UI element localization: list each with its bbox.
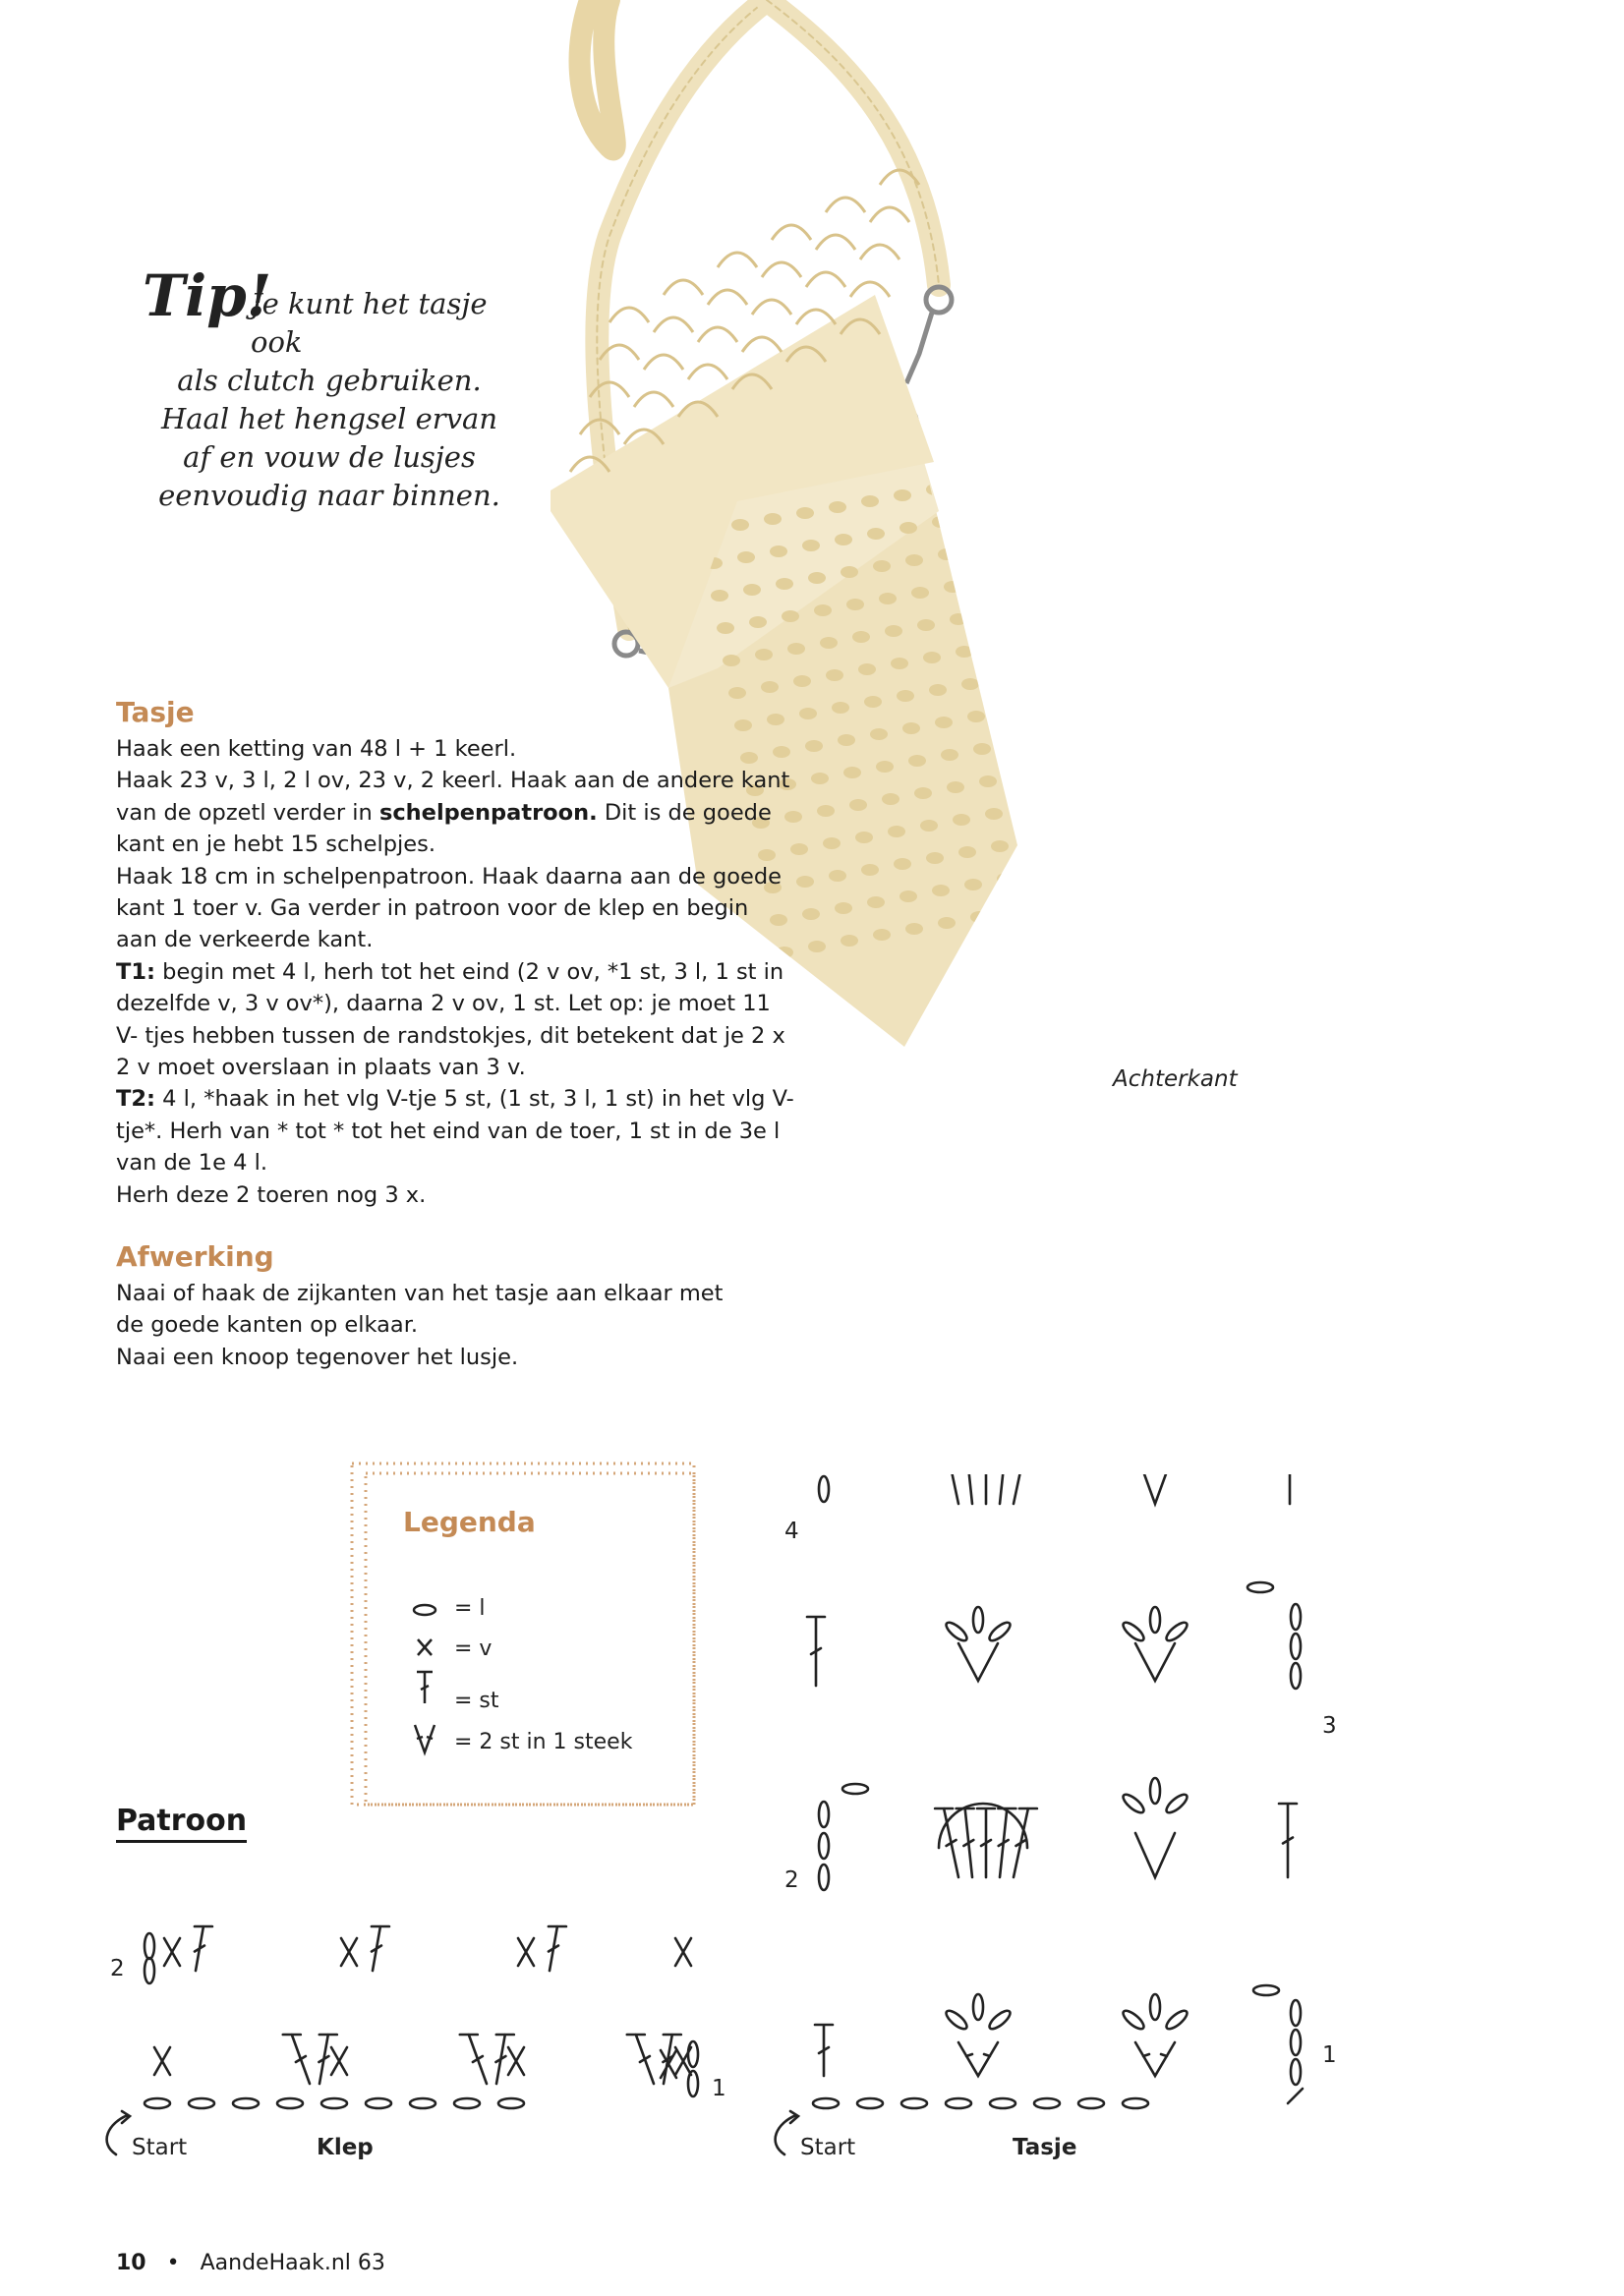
- chain-symbol: [1078, 2098, 1104, 2108]
- shell-stitch: [905, 923, 923, 935]
- lace-stitch: [644, 355, 683, 370]
- klep-row-label: 1: [712, 2076, 726, 2101]
- crochet-charts: [0, 1474, 1624, 2182]
- shell-stitch: [731, 519, 749, 531]
- shell-stitch: [717, 622, 734, 634]
- chain-symbol: [366, 2098, 391, 2108]
- lace-stitch: [772, 225, 811, 240]
- chain-symbol: [987, 2008, 1013, 2032]
- lace-stitch: [688, 365, 727, 379]
- lace-stitch: [860, 245, 899, 259]
- chain-symbol: [1034, 2098, 1060, 2108]
- chain-symbol: [688, 2071, 698, 2096]
- tasje-instructions: [116, 733, 794, 1211]
- tasje-row-label: 1: [1322, 2042, 1337, 2068]
- lace-stitch: [826, 198, 865, 212]
- single-crochet-symbol: [154, 2047, 170, 2075]
- chain-symbol: [1164, 1620, 1189, 1643]
- tip-block: [133, 262, 526, 515]
- chain-symbol: [145, 2098, 170, 2108]
- chain-symbol: [1291, 2030, 1301, 2055]
- shell-stitch: [905, 554, 923, 566]
- tip-line: af en vouw de lusjes: [183, 440, 476, 474]
- shell-stitch: [1029, 867, 1047, 879]
- shell-stitch: [855, 832, 873, 843]
- tip-line: Haal het hengsel ervan: [160, 402, 498, 435]
- shell-stitch: [944, 581, 961, 593]
- tasje-row-label: 4: [784, 1519, 799, 1544]
- chain-symbol: [1150, 1994, 1160, 2020]
- shell-stitch: [941, 749, 958, 761]
- shell-stitch: [802, 908, 820, 920]
- page-footer: [116, 2251, 385, 2275]
- chain-symbol: [688, 2041, 698, 2067]
- tasje-row-label: 2: [784, 1867, 799, 1893]
- shell-stitch: [964, 879, 982, 890]
- footer-separator: •: [166, 2251, 180, 2275]
- magazine-name: AandeHaak.nl 63: [200, 2251, 385, 2275]
- shell-stitch: [858, 663, 876, 675]
- tip-line: eenvoudig naar binnen.: [158, 479, 500, 512]
- row-label: T1:: [116, 958, 156, 985]
- shell-stitch: [823, 837, 841, 849]
- chain-symbol: [1164, 2008, 1189, 2032]
- bold-term: schelpenpatroon.: [378, 799, 598, 826]
- two-dc-in-one-symbol: [1135, 1643, 1175, 1681]
- shell-stitch: [796, 876, 814, 888]
- shell-stitch: [882, 793, 899, 805]
- shell-stitch: [911, 587, 929, 599]
- shell-stitch: [947, 781, 964, 793]
- double-crochet-symbol: [283, 2035, 310, 2084]
- paragraph: T1: begin met 4 l, herh tot het eind (2 v ov, *1 st, 3 l, 1 st in dezelfde v, 3 v ov*), daarna 2 v ov, 1 st. Let op: je moet 11 V- tjes hebben tussen de randstokjes, dit betekent dat je 2 x 2 v moet overslaan in plaats van 3 v.: [116, 958, 785, 1081]
- tasje-row-label: 3: [1322, 1713, 1337, 1739]
- shell-stitch: [926, 484, 944, 495]
- chain-symbol: [973, 1607, 983, 1633]
- shell-stitch: [926, 852, 944, 864]
- shell-stitch: [838, 734, 855, 746]
- chain-symbol: [901, 2098, 927, 2108]
- shell-stitch: [956, 646, 973, 658]
- klep-row-label: 2: [110, 1956, 125, 1981]
- chain-symbol: [1288, 2089, 1303, 2103]
- double-crochet-symbol: [1281, 1474, 1299, 1504]
- row-label: T2:: [116, 1086, 156, 1113]
- shell-stitch: [973, 743, 991, 755]
- shell-stitch: [873, 929, 891, 941]
- shell-stitch: [879, 593, 897, 604]
- klep-chart-title: Klep: [317, 2135, 374, 2160]
- chain-symbol: [189, 2098, 214, 2108]
- shell-stitch: [734, 719, 752, 731]
- paragraph: Haak 18 cm in schelpenpatroon. Haak daarna aan de goede kant 1 toer v. Ga verder in patroon voor de klep en begin aan de verkeerde kant.: [116, 863, 783, 953]
- chain-symbol: [1121, 1792, 1146, 1815]
- shell-stitch: [849, 799, 867, 811]
- shell-stitch: [728, 687, 746, 699]
- shell-stitch: [841, 566, 858, 578]
- chain-symbol: [1291, 1604, 1301, 1630]
- shell-stitch: [770, 545, 787, 557]
- shell-stitch: [843, 767, 861, 778]
- chain-symbol: [819, 1833, 829, 1859]
- shell-stitch: [894, 858, 911, 870]
- shell-stitch: [861, 864, 879, 876]
- shell-stitch: [711, 590, 728, 602]
- shell-stitch: [920, 820, 938, 832]
- shell-stitch: [950, 613, 967, 625]
- chain-symbol: [233, 2098, 259, 2108]
- shell-stitch: [814, 604, 832, 616]
- chain-symbol: [1123, 2098, 1148, 2108]
- single-crochet-symbol: [164, 1938, 180, 1966]
- shell-stitch: [832, 702, 849, 714]
- shell-stitch: [805, 740, 823, 752]
- legend-item: = l: [454, 1596, 486, 1621]
- paragraph: Haak 23 v, 3 l, 2 l ov, 23 v, 2 keerl. Haak aan de andere kant van de opzetl verder in schelpenpatroon. Dit is de goede kant en je hebt 15 schelpjes.: [116, 768, 790, 858]
- klep-start-label: Start: [132, 2135, 188, 2160]
- shell-stitch: [829, 870, 846, 882]
- shell-stitch: [991, 840, 1009, 852]
- shell-stitch: [861, 495, 879, 507]
- shell-stitch: [985, 808, 1003, 820]
- shell-stitch: [846, 599, 864, 610]
- single-crochet-symbol: [331, 2047, 347, 2075]
- chain-symbol: [1150, 1607, 1160, 1633]
- shell-stitch: [737, 551, 755, 563]
- shell-stitch: [958, 478, 976, 489]
- tip-line: als clutch gebruiken.: [177, 364, 482, 397]
- shell-stitch: [764, 513, 782, 525]
- shell-stitch: [970, 911, 988, 923]
- chain-symbol: [410, 2098, 435, 2108]
- shell-stitch: [967, 711, 985, 722]
- shell-stitch: [1000, 705, 1017, 717]
- double-crochet-symbol: [934, 1474, 958, 1504]
- shell-stitch: [808, 941, 826, 952]
- start-arrow-icon: [107, 2111, 130, 2154]
- shell-stitch: [970, 543, 988, 554]
- shell-stitch: [829, 501, 846, 513]
- lace-stitch: [762, 262, 801, 277]
- shell-stitch: [761, 681, 779, 693]
- chain-symbol: [277, 2098, 303, 2108]
- afwerking-instructions: [116, 1278, 755, 1373]
- start-arrow-icon: [776, 2111, 798, 2154]
- paragraph: Herh deze 2 toeren nog 3 x.: [116, 1181, 427, 1208]
- chain-symbol: [1291, 1663, 1301, 1689]
- legend-title: Legenda: [403, 1506, 536, 1538]
- lace-stitch: [742, 337, 782, 352]
- shell-stitch: [982, 607, 1000, 619]
- double-crochet-symbol: [977, 1474, 995, 1504]
- chain-symbol: [1291, 2000, 1301, 2026]
- chain-symbol: [1291, 2059, 1301, 2085]
- tip-word: Tip!: [143, 262, 272, 329]
- shell-stitch: [976, 575, 994, 587]
- shell-stitch: [961, 678, 979, 690]
- shell-stitch: [826, 669, 843, 681]
- photo-caption: Achterkant: [1113, 1066, 1238, 1092]
- lace-stitch: [752, 300, 791, 315]
- shell-stitch: [867, 528, 885, 540]
- chain-symbol: [990, 2098, 1015, 2108]
- shell-stitch: [767, 714, 784, 725]
- single-crochet-symbol: [508, 2047, 524, 2075]
- shell-stitch: [894, 489, 911, 501]
- chain-symbol: [1253, 1985, 1279, 1995]
- shell-stitch: [1003, 905, 1020, 917]
- shell-stitch: [723, 655, 740, 666]
- shell-stitch: [864, 696, 882, 708]
- legend-item: = st: [454, 1689, 499, 1713]
- shell-stitch: [997, 873, 1015, 885]
- legend-item: = v: [454, 1636, 493, 1661]
- shell-stitch: [1012, 770, 1029, 781]
- shell-stitch: [914, 787, 932, 799]
- patroon-heading: Patroon: [116, 1804, 247, 1843]
- chain-symbol: [944, 2008, 969, 2032]
- chain-symbol: [1164, 1792, 1189, 1815]
- shell-stitch: [917, 619, 935, 631]
- double-crochet-symbol: [319, 2035, 336, 2084]
- shell-stitch: [1035, 899, 1053, 911]
- double-crochet-symbol: [807, 1617, 825, 1686]
- chain-symbol: [819, 1476, 829, 1502]
- chain-symbol: [145, 1933, 154, 1959]
- shell-stitch: [782, 610, 799, 622]
- paragraph: T2: 4 l, *haak in het vlg V-tje 5 st, (1 st, 3 l, 1 st) in het vlg V-tje*. Herh van * tot * tot het eind van de toer, 1 st in de 3e l van de 1e 4 l.: [116, 1086, 794, 1177]
- double-crochet-symbol: [815, 2025, 833, 2076]
- afwerking-heading: Afwerking: [116, 1240, 274, 1273]
- shell-stitch: [867, 896, 885, 908]
- chain-symbol: [813, 2098, 839, 2108]
- shell-stitch: [899, 522, 917, 534]
- shell-stitch: [796, 507, 814, 519]
- shell-stitch: [932, 516, 950, 528]
- shell-stitch: [888, 826, 905, 837]
- chain-symbol: [819, 1865, 829, 1890]
- single-crochet-symbol: [518, 1938, 534, 1966]
- double-crochet-symbol: [460, 2035, 487, 2084]
- single-crochet-symbol: [341, 1938, 357, 1966]
- two-dc-in-one-symbol: [1135, 2042, 1175, 2076]
- double-crochet-symbol: [372, 1926, 389, 1971]
- double-crochet-symbol: [627, 2035, 654, 2084]
- double-crochet-symbol: [495, 2035, 513, 2084]
- shell-stitch: [755, 649, 773, 660]
- lace-stitch: [609, 308, 649, 322]
- tip-line: Je kunt het tasje ook: [251, 287, 488, 359]
- shell-stitch: [908, 755, 926, 767]
- shell-stitch: [929, 684, 947, 696]
- shell-stitch: [938, 917, 956, 929]
- chain-symbol: [498, 2098, 524, 2108]
- chain-symbol: [321, 2098, 347, 2108]
- chain-symbol: [145, 1958, 154, 1983]
- double-crochet-symbol: [998, 1808, 1015, 1877]
- chain-symbol: [1247, 1582, 1273, 1592]
- lace-stitch: [718, 253, 757, 267]
- two-dc-in-one-symbol: [1135, 1833, 1175, 1877]
- shell-stitch: [899, 890, 917, 902]
- shell-stitch: [953, 814, 970, 826]
- shell-stitch: [743, 584, 761, 596]
- chain-symbol: [819, 1802, 829, 1827]
- shell-stitch: [817, 805, 835, 817]
- double-crochet-symbol: [1014, 1474, 1038, 1504]
- shell-stitch: [938, 548, 956, 560]
- shell-stitch: [994, 672, 1012, 684]
- tasje-start-label: Start: [800, 2135, 856, 2160]
- double-crochet-symbol: [977, 1808, 995, 1877]
- lace-stitch: [634, 392, 673, 407]
- lace-stitch: [850, 282, 890, 297]
- lace-stitch: [664, 280, 703, 295]
- shell-stitch: [932, 885, 950, 896]
- shell-stitch: [1023, 834, 1041, 846]
- shell-stitch: [885, 625, 902, 637]
- shell-stitch: [820, 637, 838, 649]
- double-crochet-symbol: [1279, 1804, 1297, 1877]
- shell-stitch: [988, 640, 1006, 652]
- lace-stitch: [654, 317, 693, 332]
- shell-stitch: [802, 540, 820, 551]
- single-crochet-symbol: [675, 1938, 691, 1966]
- shell-stitch: [964, 510, 982, 522]
- chain-symbol: [946, 2098, 971, 2108]
- paragraph: Naai of haak de zijkanten van het tasje aan elkaar met de goede kanten op elkaar.: [116, 1281, 724, 1339]
- shell-stitch: [1006, 737, 1023, 749]
- lace-stitch: [816, 235, 855, 250]
- double-crochet-symbol: [195, 1926, 212, 1971]
- chain-symbol: [944, 1620, 969, 1643]
- chain-symbol: [1121, 2008, 1146, 2032]
- tasje-chart-title: Tasje: [1013, 2135, 1077, 2160]
- paragraph: Haak een ketting van 48 l + 1 keerl.: [116, 736, 517, 762]
- shell-stitch: [979, 775, 997, 787]
- shell-stitch: [873, 560, 891, 572]
- shell-stitch: [835, 534, 852, 545]
- two-dc-in-one-symbol: [1135, 1474, 1175, 1504]
- shell-stitch: [870, 728, 888, 740]
- chain-symbol: [1150, 1778, 1160, 1804]
- shell-stitch: [876, 761, 894, 773]
- two-dc-in-one-symbol: [958, 2042, 998, 2076]
- chain-symbol: [842, 1784, 868, 1794]
- chain-symbol: [857, 2098, 883, 2108]
- shell-stitch: [891, 658, 908, 669]
- lace-stitch: [698, 327, 737, 342]
- shell-stitch: [811, 773, 829, 784]
- legend-item: = 2 st in 1 steek: [454, 1730, 633, 1754]
- shell-stitch: [897, 690, 914, 702]
- shell-stitch: [958, 846, 976, 858]
- page-number: 10: [116, 2251, 146, 2275]
- shell-stitch: [749, 616, 767, 628]
- shell-stitch: [835, 902, 852, 914]
- shell-stitch: [1017, 802, 1035, 814]
- lace-stitch: [806, 272, 845, 287]
- shell-stitch: [808, 572, 826, 584]
- lace-stitch: [870, 207, 909, 222]
- shell-stitch: [841, 935, 858, 947]
- double-crochet-symbol: [957, 1808, 974, 1877]
- paragraph: Naai een knoop tegenover het lusje.: [116, 1344, 519, 1370]
- tasje-heading: Tasje: [116, 696, 195, 728]
- shell-stitch: [793, 675, 811, 687]
- shell-stitch: [787, 643, 805, 655]
- shell-stitch: [776, 578, 793, 590]
- shell-stitch: [935, 717, 953, 728]
- shell-stitch: [852, 631, 870, 643]
- chain-symbol: [987, 1620, 1013, 1643]
- chain-symbol: [454, 2098, 480, 2108]
- chain-symbol: [1291, 1634, 1301, 1659]
- lace-stitch: [708, 290, 747, 305]
- shell-stitch: [902, 722, 920, 734]
- shell-stitch: [923, 652, 941, 663]
- shell-stitch: [799, 708, 817, 719]
- double-crochet-symbol: [549, 1926, 566, 1971]
- chain-symbol: [973, 1994, 983, 2020]
- chain-symbol: [1121, 1620, 1146, 1643]
- two-dc-in-one-symbol: [958, 1643, 998, 1681]
